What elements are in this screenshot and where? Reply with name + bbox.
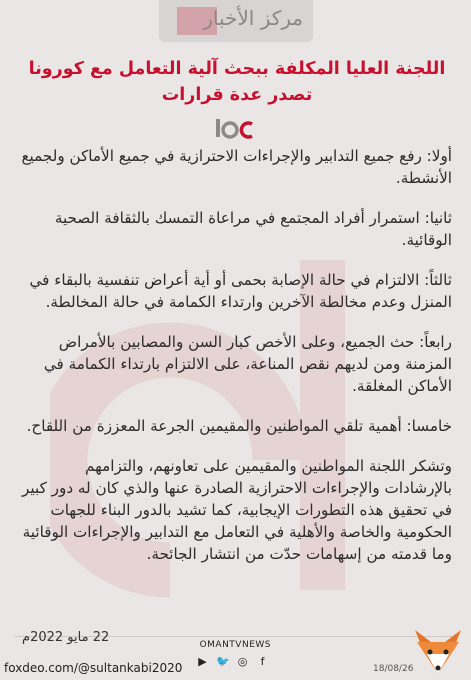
twitter-icon[interactable]: 🐦 <box>216 655 230 668</box>
paragraph-6: وتشكر اللجنة المواطنين والمقيمين على تعاونهم، والتزامهم بالإرشادات والإجراءات الاحترازية الصادرة عنها والذي كان له دور كبير في تحقيق هذه التطورات الإيجابية، كما تشيد بالدور البناء للجهات الحكومية والخاصة والأهلية في التعامل مع التدابير والإجراءات الوقائية وما قدمته من إسهامات حدّت من انتشار الجائحة. <box>22 457 452 563</box>
section-tab-label: مركز الأخبار <box>203 6 303 30</box>
paragraph-1: أولا: رفع جميع التدابير والإجراءات الاحترازية في جميع الأماكن ولجميع الأنشطة. <box>21 147 452 187</box>
paragraph-4: رابعاً: حث الجميع، وعلى الأخص كبار السن والمصابين بالأمراض المزمنة ومن لديهم نقص المناعة، على الالتزام بارتداء الكمامة في الأماكن المغلقة. <box>43 333 452 395</box>
facebook-icon[interactable]: f <box>260 655 265 668</box>
youtube-icon[interactable]: ▶ <box>198 655 207 668</box>
publish-date: 22 مايو 2022م <box>22 630 110 645</box>
news-title <box>22 56 452 108</box>
fox-mascot-icon <box>409 620 467 678</box>
source-watermark: foxdeo.com/@sultankabi2020 <box>4 661 183 675</box>
paragraph-2: ثانيا: استمرار أفراد المجتمع في مراعاة التمسك بالثقافة الصحية الوقائية. <box>54 209 452 249</box>
instagram-icon[interactable]: ◎ <box>237 655 248 668</box>
oman-tv-logo <box>208 115 264 143</box>
channel-handle: OMANTVNEWS <box>199 640 271 650</box>
news-title-line-1: اللجنة العليا المكلفة ببحث آلية التعامل مع كورونا <box>28 59 446 79</box>
news-body <box>20 145 452 583</box>
section-tab <box>159 0 313 42</box>
social-links <box>196 655 269 668</box>
footer-small-date: 18/08/26 <box>373 664 414 674</box>
paragraph-3: ثالثاً: الالتزام في حالة الإصابة بحمى أو أية أعراض تنفسية بالبقاء في المنزل وعدم مخالطة الآخرين وارتداء الكمامة في حالة المخالطة. <box>29 271 452 311</box>
news-title-line-2: تصدر عدة قرارات <box>161 85 313 105</box>
paragraph-5: خامسا: أهمية تلقي المواطنين والمقيمين الجرعة المعززة من اللقاح. <box>26 417 452 435</box>
